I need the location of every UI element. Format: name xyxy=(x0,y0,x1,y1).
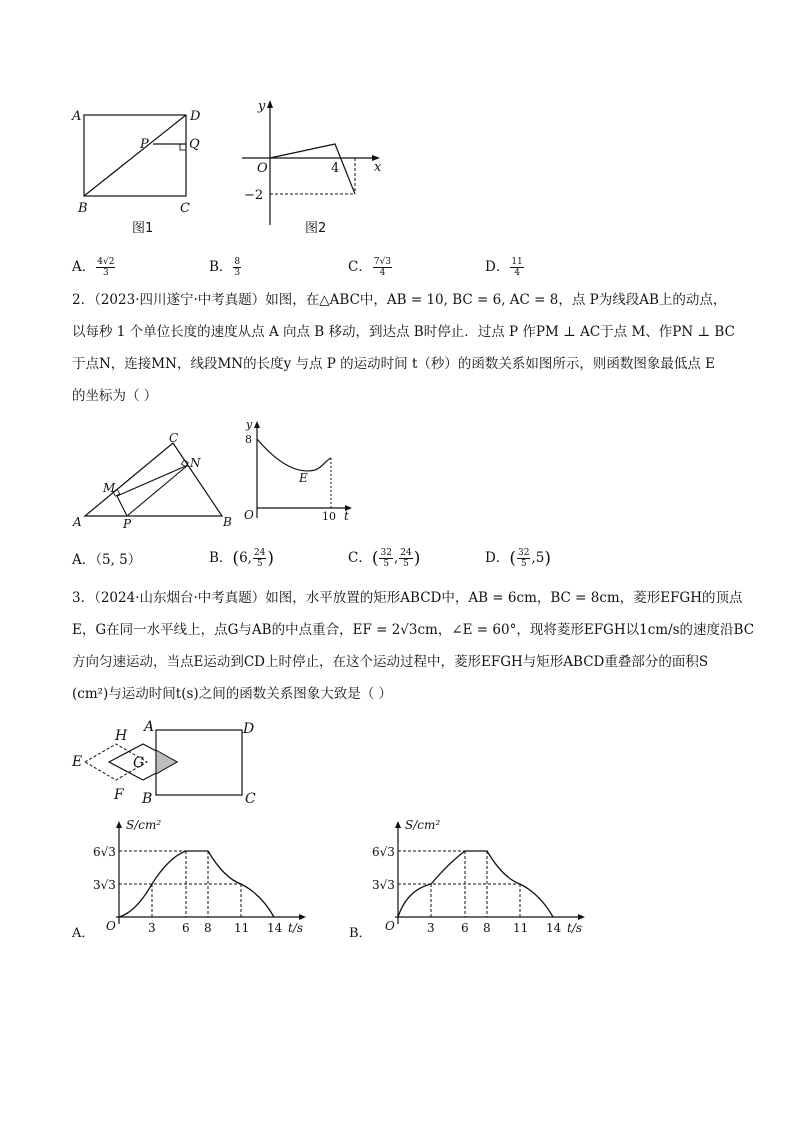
label-P: P xyxy=(140,137,149,152)
q1-figure-2 xyxy=(230,95,390,240)
axis-y: y xyxy=(246,418,253,431)
tick-11: 11 xyxy=(234,921,250,935)
q2-option-d[interactable]: D．( $\frac{32}{5}$ ,5) xyxy=(485,548,551,569)
tick-10: 10 xyxy=(322,510,336,523)
tick-8: 8 xyxy=(483,921,491,935)
label-G: G xyxy=(133,755,145,771)
tick-6: 6 xyxy=(461,921,469,935)
axis-y-label: S/cm² xyxy=(405,818,441,832)
label-M: M xyxy=(103,481,116,495)
q2-text-line-4: 的坐标为（ ） xyxy=(72,388,158,404)
tick-14: 14 xyxy=(546,921,562,935)
axis-x-label: t/s xyxy=(288,921,304,935)
label-A: A xyxy=(72,109,82,124)
label-B: B xyxy=(78,201,88,216)
q1-option-d[interactable]: D． $\frac{11}{4}$ xyxy=(485,257,523,278)
tick-3sqrt3: 3√3 xyxy=(93,878,116,892)
label-E: E xyxy=(299,471,308,485)
q3-option-a-graph[interactable] xyxy=(66,812,321,942)
q3-rectangle-rhombus-figure xyxy=(65,715,275,810)
axis-y-label: S/cm² xyxy=(126,818,162,832)
tick-6sqrt3: 6√3 xyxy=(372,845,395,859)
label-F: F xyxy=(114,787,124,803)
q2-text-line-1: 2．（2023·四川遂宁·中考真题）如图，在△ABC中，AB = 10, BC = 6, AC = 8，点 P为线段AB上的动点， xyxy=(72,292,727,308)
q3-text-line-3: 方向匀速运动，当点E运动到CD上时停止，在这个运动过程中，菱形EFGH与矩形ABCD重叠部分的面积S xyxy=(72,654,709,670)
tick-4: 4 xyxy=(331,161,340,176)
origin: O xyxy=(257,161,268,176)
q2-option-b[interactable]: B．(6, $\frac{24}{5}$ ) xyxy=(209,548,275,569)
tick-6: 6 xyxy=(182,921,190,935)
figure-caption: 图1 xyxy=(132,221,154,236)
q1-option-c[interactable]: C． $\frac{7√3}{4}$ xyxy=(348,257,392,278)
label-D: D xyxy=(190,109,201,124)
label-D: D xyxy=(243,721,255,737)
option-label: B． xyxy=(349,926,372,941)
tick-3: 3 xyxy=(148,921,156,935)
tick-8: 8 xyxy=(204,921,212,935)
q2-function-graph xyxy=(240,418,360,528)
q2-triangle-figure xyxy=(65,430,245,530)
q2-option-c[interactable]: C．( $\frac{32}{5}$ , $\frac{24}{5}$ ) xyxy=(348,548,421,569)
q1-option-a[interactable]: A． $\frac{4√2}{3}$ xyxy=(72,257,115,278)
label-E: E xyxy=(72,754,83,770)
tick-11: 11 xyxy=(513,921,529,935)
label-B: B xyxy=(223,515,232,529)
axis-x: x xyxy=(374,160,382,175)
label-P: P xyxy=(123,517,132,530)
label-B: B xyxy=(142,791,153,807)
q3-text-line-1: 3．（2024·山东烟台·中考真题）如图，水平放置的矩形ABCD中，AB = 6cm，BC = 8cm，菱形EFGH的顶点 xyxy=(72,590,743,606)
axis-t: t xyxy=(344,509,349,523)
origin: O xyxy=(106,919,116,933)
q2-option-a[interactable]: A．（5, 5） xyxy=(72,552,142,568)
q3-text-line-2: E，G在同一水平线上，点G与AB的中点重合，EF = 2√3cm，∠E = 60°，现将菱形EFGH以1cm/s的速度沿BC xyxy=(72,622,755,638)
q1-figure-1 xyxy=(60,100,220,240)
tick-8: 8 xyxy=(245,433,252,446)
tick-14: 14 xyxy=(267,921,283,935)
label-H: H xyxy=(115,728,128,744)
tick-minus-2: −2 xyxy=(244,188,264,203)
label-C: C xyxy=(180,201,190,216)
figure-caption: 图2 xyxy=(305,221,327,236)
tick-6sqrt3: 6√3 xyxy=(93,845,116,859)
label-N: N xyxy=(190,456,201,470)
q2-text-line-3: 于点N，连接MN，线段MN的长度y 与点 P 的运动时间 t（秒）的函数关系如图所示，则函数图象最低点 E xyxy=(72,356,716,372)
axis-x-label: t/s xyxy=(567,921,583,935)
q2-text-line-2: 以每秒 1 个单位长度的速度从点 A 向点 B 移动，到达点 B时停止．过点 P 作PM ⊥ AC于点 M、作PN ⊥ BC xyxy=(72,324,735,340)
tick-3sqrt3: 3√3 xyxy=(372,878,395,892)
q3-text-line-4: (cm²)与运动时间t(s)之间的函数关系图象大致是（ ） xyxy=(72,686,392,702)
label-C: C xyxy=(245,791,256,807)
origin: O xyxy=(244,508,254,522)
label-C: C xyxy=(169,431,179,445)
tick-3: 3 xyxy=(427,921,435,935)
option-label: A． xyxy=(72,926,95,941)
q1-option-b[interactable]: B． $\frac{8}{3}$ xyxy=(209,257,241,278)
label-A: A xyxy=(144,719,155,735)
label-A: A xyxy=(73,515,82,529)
axis-y: y xyxy=(258,99,266,114)
label-Q: Q xyxy=(189,137,200,152)
origin: O xyxy=(385,919,395,933)
q3-option-b-graph[interactable] xyxy=(345,812,600,942)
